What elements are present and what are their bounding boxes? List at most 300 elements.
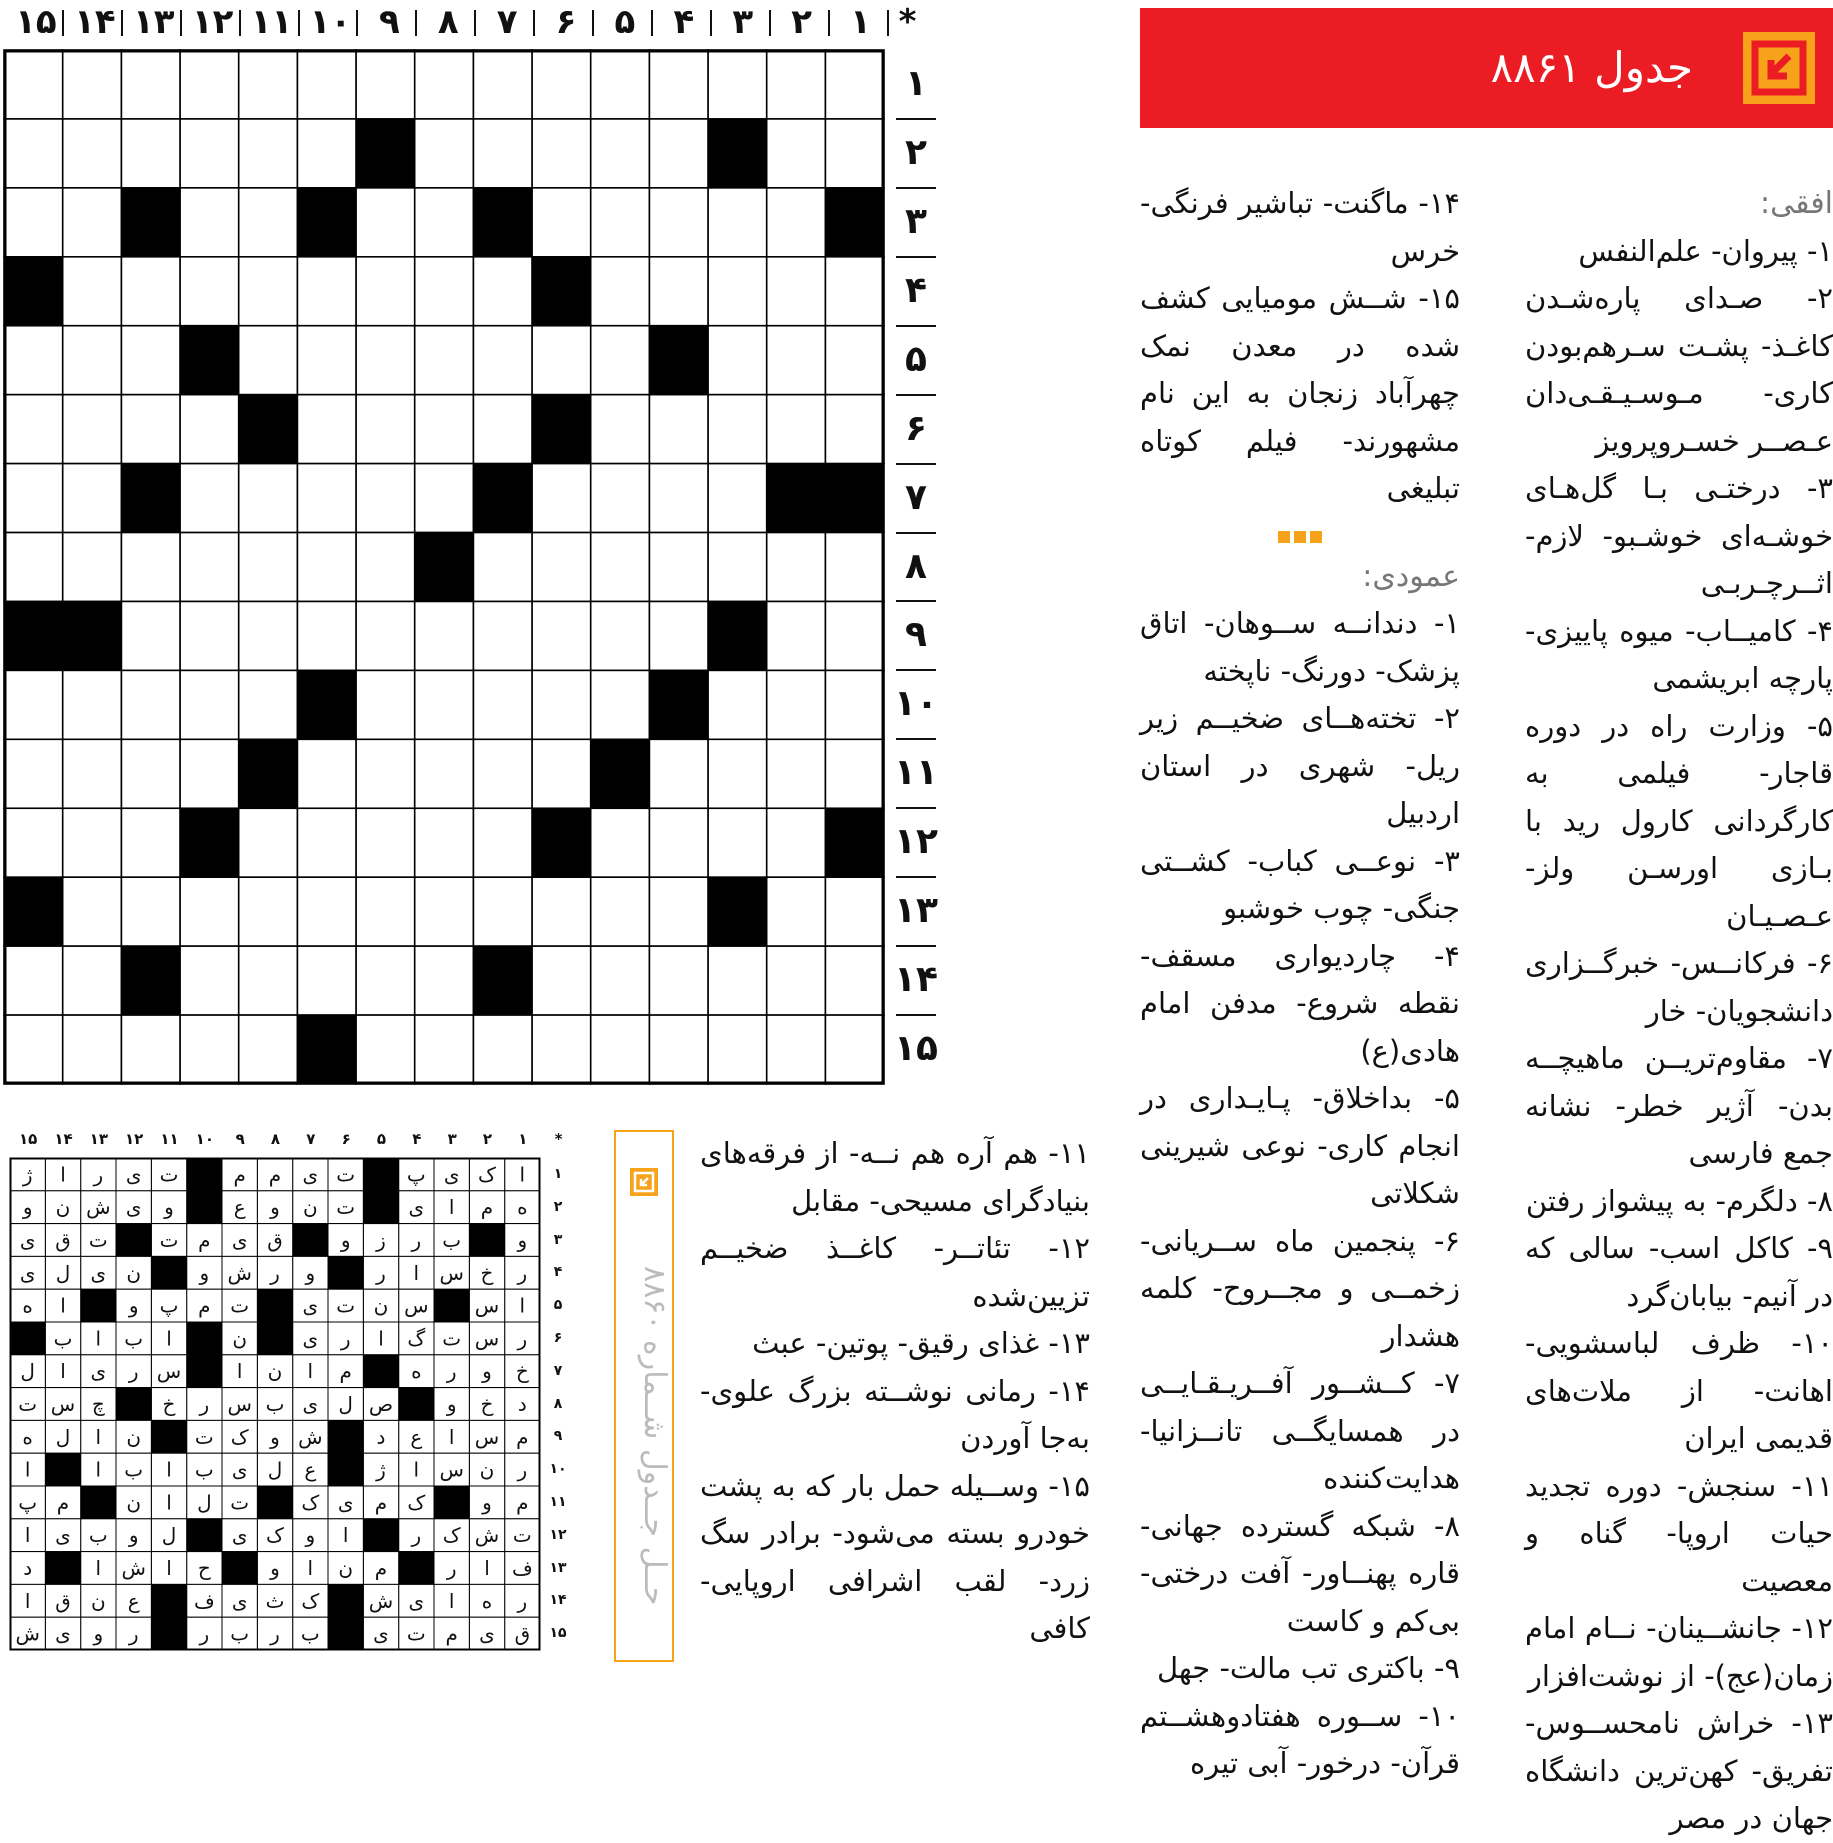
grid-cell[interactable] <box>4 533 63 602</box>
grid-cell[interactable] <box>708 739 767 808</box>
grid-cell[interactable] <box>4 670 63 739</box>
grid-cell[interactable] <box>767 946 826 1015</box>
solution-row-number: ۱۱ <box>549 1494 567 1510</box>
solution-black-cell <box>45 1453 80 1486</box>
solution-letter: س <box>404 1293 429 1318</box>
grid-cell[interactable] <box>708 257 767 326</box>
grid-cell[interactable] <box>591 533 650 602</box>
grid-cell[interactable] <box>532 1015 591 1084</box>
solution-letter: ی <box>125 1195 142 1220</box>
grid-cell[interactable] <box>825 50 884 119</box>
grid-cell[interactable] <box>239 464 298 533</box>
grid-cell[interactable] <box>239 601 298 670</box>
grid-cell[interactable] <box>121 119 180 188</box>
grid-cell[interactable] <box>708 946 767 1015</box>
grid-cell[interactable] <box>180 464 239 533</box>
grid-cell[interactable] <box>767 670 826 739</box>
grid-cell[interactable] <box>297 533 356 602</box>
grid-cell[interactable] <box>649 808 708 877</box>
grid-cell[interactable] <box>63 739 122 808</box>
grid-cell[interactable] <box>591 670 650 739</box>
grid-cell[interactable] <box>649 877 708 946</box>
grid-cell[interactable] <box>239 257 298 326</box>
grid-cell[interactable] <box>591 464 650 533</box>
grid-cell[interactable] <box>356 739 415 808</box>
grid-cell[interactable] <box>63 464 122 533</box>
solution-letter: ا <box>448 1195 455 1220</box>
solution-letter: ی <box>231 1228 248 1252</box>
grid-cell[interactable] <box>239 50 298 119</box>
solution-letter: ک <box>301 1588 320 1613</box>
black-cell <box>649 670 708 739</box>
grid-cell[interactable] <box>649 464 708 533</box>
grid-cell[interactable] <box>180 1015 239 1084</box>
grid-cell[interactable] <box>356 533 415 602</box>
grid-cell[interactable] <box>649 946 708 1015</box>
grid-cell[interactable] <box>239 533 298 602</box>
solution-letter: م <box>374 1556 388 1580</box>
grid-cell[interactable] <box>591 808 650 877</box>
grid-cell[interactable] <box>63 946 122 1015</box>
grid-cell[interactable] <box>708 808 767 877</box>
grid-cell[interactable] <box>532 464 591 533</box>
grid-cell[interactable] <box>708 533 767 602</box>
solution-letter: پ <box>18 1490 38 1515</box>
clue-item: ۳- درختـی بـا گل‌هـای خوشـه‌ای خوشـبو- لازم- اثــرچـربـی <box>1525 471 1833 600</box>
grid-cell[interactable] <box>4 808 63 877</box>
grid-cell[interactable] <box>473 119 532 188</box>
black-cell <box>649 326 708 395</box>
solution-letter: ت <box>336 1293 356 1318</box>
grid-cell[interactable] <box>239 670 298 739</box>
grid-cell[interactable] <box>649 601 708 670</box>
grid-cell[interactable] <box>63 119 122 188</box>
solution-letter: ش <box>368 1588 394 1613</box>
grid-cell[interactable] <box>591 946 650 1015</box>
solution-letter: و <box>482 1359 492 1384</box>
grid-cell[interactable] <box>356 946 415 1015</box>
grid-cell[interactable] <box>415 670 474 739</box>
solution-letter: ی <box>408 1588 425 1613</box>
grid-cell[interactable] <box>473 533 532 602</box>
grid-cell[interactable] <box>297 739 356 808</box>
solution-letter: خ <box>480 1392 494 1416</box>
grid-cell[interactable] <box>121 808 180 877</box>
grid-cell[interactable] <box>825 946 884 1015</box>
grid-cell[interactable] <box>708 464 767 533</box>
column-number: ۷ <box>496 2 518 42</box>
grid-cell[interactable] <box>532 326 591 395</box>
grid-cell[interactable] <box>239 877 298 946</box>
grid-cell[interactable] <box>825 326 884 395</box>
grid-cell[interactable] <box>591 188 650 257</box>
grid-cell[interactable] <box>415 326 474 395</box>
black-cell <box>708 877 767 946</box>
grid-cell[interactable] <box>825 533 884 602</box>
black-cell <box>473 188 532 257</box>
grid-cell[interactable] <box>767 877 826 946</box>
grid-cell[interactable] <box>121 257 180 326</box>
row-number: ۶ <box>905 407 927 449</box>
grid-cell[interactable] <box>591 50 650 119</box>
grid-cell[interactable] <box>767 533 826 602</box>
grid-cell[interactable] <box>767 50 826 119</box>
solution-column-number: ۱۵ <box>19 1130 38 1148</box>
solution-letter: ب <box>124 1326 144 1351</box>
solution-letter: ر <box>446 1556 457 1580</box>
grid-cell[interactable] <box>121 533 180 602</box>
solution-letter: ت <box>18 1392 38 1416</box>
solution-letter: ت <box>88 1228 108 1252</box>
grid-cell[interactable] <box>415 188 474 257</box>
clue-item: ۶- فرکانــس- خبرگــزاری دانشجویان- خار <box>1525 946 1833 1028</box>
grid-cell[interactable] <box>415 50 474 119</box>
grid-cell[interactable] <box>239 946 298 1015</box>
grid-cell[interactable] <box>180 395 239 464</box>
grid-cell[interactable] <box>4 188 63 257</box>
grid-cell[interactable] <box>4 1015 63 1084</box>
solution-letter: ا <box>448 1588 455 1613</box>
grid-cell[interactable] <box>767 257 826 326</box>
grid-cell[interactable] <box>591 1015 650 1084</box>
grid-cell[interactable] <box>297 326 356 395</box>
black-cell <box>4 257 63 326</box>
grid-cell[interactable] <box>297 877 356 946</box>
grid-cell[interactable] <box>473 739 532 808</box>
solution-black-cell <box>222 1552 257 1585</box>
grid-cell[interactable] <box>297 257 356 326</box>
separator-dots <box>1278 528 1326 542</box>
grid-cell[interactable] <box>532 670 591 739</box>
grid-cell[interactable] <box>708 1015 767 1084</box>
black-cell <box>297 670 356 739</box>
grid-cell[interactable] <box>591 119 650 188</box>
solution-letter: ا <box>484 1556 490 1580</box>
grid-cell[interactable] <box>415 946 474 1015</box>
solution-letter: ح <box>197 1556 211 1580</box>
grid-cell[interactable] <box>532 188 591 257</box>
grid-cell[interactable] <box>767 739 826 808</box>
solution-black-cell <box>328 1584 363 1617</box>
grid-cell[interactable] <box>239 119 298 188</box>
grid-cell[interactable] <box>180 50 239 119</box>
solution-letter: ل <box>197 1490 212 1515</box>
solution-letter: ت <box>230 1293 250 1318</box>
grid-cell[interactable] <box>180 601 239 670</box>
grid-cell[interactable] <box>180 257 239 326</box>
black-cell <box>825 808 884 877</box>
solution-letter: ا <box>236 1359 243 1384</box>
grid-cell[interactable] <box>297 808 356 877</box>
solution-letter: ب <box>194 1457 214 1482</box>
clue-item: ۱۲- تئاتــر- کاغــذ ضخیــم تزیین‌شده <box>700 1231 1090 1313</box>
grid-cell[interactable] <box>180 119 239 188</box>
grid-cell[interactable] <box>63 326 122 395</box>
solution-letter: ر <box>411 1228 422 1252</box>
grid-cell[interactable] <box>4 50 63 119</box>
solution-black-cell <box>399 1388 434 1421</box>
grid-cell[interactable] <box>180 670 239 739</box>
solution-letter: خ <box>515 1359 529 1384</box>
solution-black-cell <box>399 1552 434 1585</box>
black-cell <box>4 877 63 946</box>
grid-cell[interactable] <box>825 877 884 946</box>
solution-letter: ه <box>517 1195 528 1220</box>
grid-cell[interactable] <box>649 119 708 188</box>
solution-letter: ر <box>411 1523 422 1548</box>
solution-letter: ن <box>479 1457 495 1482</box>
grid-cell[interactable] <box>415 395 474 464</box>
grid-cell[interactable] <box>415 808 474 877</box>
column-number: ۶ <box>555 2 577 42</box>
solution-black-cell <box>363 1191 398 1224</box>
column-number: ۹ <box>378 2 400 42</box>
grid-cell[interactable] <box>415 739 474 808</box>
grid-cell[interactable] <box>180 188 239 257</box>
grid-cell[interactable] <box>825 395 884 464</box>
grid-cell[interactable] <box>532 877 591 946</box>
grid-cell[interactable] <box>4 395 63 464</box>
black-cell <box>63 601 122 670</box>
grid-cell[interactable] <box>63 877 122 946</box>
grid-cell[interactable] <box>649 50 708 119</box>
solution-letter: و <box>270 1556 280 1580</box>
grid-cell[interactable] <box>825 739 884 808</box>
grid-cell[interactable] <box>180 739 239 808</box>
grid-cell[interactable] <box>121 601 180 670</box>
grid-cell[interactable] <box>121 670 180 739</box>
grid-cell[interactable] <box>356 877 415 946</box>
grid-cell[interactable] <box>532 50 591 119</box>
solution-letter: ت <box>230 1490 250 1515</box>
puzzle-row-numbers <box>888 50 948 1084</box>
grid-cell[interactable] <box>63 808 122 877</box>
clue-item: ۴- کامیــاب- میوه پاییزی- پارچه ابریشمی <box>1525 613 1833 695</box>
grid-cell[interactable] <box>63 188 122 257</box>
grid-cell[interactable] <box>708 395 767 464</box>
solution-letter: ی <box>55 1621 71 1646</box>
grid-cell[interactable] <box>649 257 708 326</box>
grid-cell[interactable] <box>473 808 532 877</box>
grid-cell[interactable] <box>649 395 708 464</box>
solution-letter: ی <box>479 1621 495 1646</box>
solution-black-cell <box>187 1158 222 1191</box>
grid-cell[interactable] <box>121 877 180 946</box>
grid-cell[interactable] <box>4 326 63 395</box>
grid-cell[interactable] <box>297 395 356 464</box>
solution-column-number: ۱۴ <box>54 1130 73 1148</box>
grid-cell[interactable] <box>63 257 122 326</box>
grid-cell[interactable] <box>356 670 415 739</box>
grid-cell[interactable] <box>356 50 415 119</box>
grid-cell[interactable] <box>415 464 474 533</box>
grid-cell[interactable] <box>532 119 591 188</box>
grid-cell[interactable] <box>63 533 122 602</box>
grid-cell[interactable] <box>297 464 356 533</box>
solution-letter: ش <box>15 1621 40 1646</box>
grid-cell[interactable] <box>473 601 532 670</box>
solution-row-number: ۱۰ <box>549 1461 567 1478</box>
grid-cell[interactable] <box>767 1015 826 1084</box>
grid-cell[interactable] <box>767 601 826 670</box>
solution-letter: ا <box>378 1326 384 1351</box>
grid-cell[interactable] <box>649 739 708 808</box>
solution-column-number: ۱۲ <box>125 1130 144 1148</box>
grid-cell[interactable] <box>532 601 591 670</box>
solution-letter: ل <box>161 1523 177 1548</box>
solution-letter: خ <box>480 1260 494 1285</box>
grid-cell[interactable] <box>4 464 63 533</box>
solution-letter: ژ <box>376 1457 386 1482</box>
grid-cell[interactable] <box>297 119 356 188</box>
solution-letter: ل <box>267 1457 283 1482</box>
grid-cell[interactable] <box>649 188 708 257</box>
solution-row-number: ۴ <box>553 1264 563 1281</box>
grid-cell[interactable] <box>825 257 884 326</box>
solution-letter: م <box>233 1162 246 1187</box>
grid-cell[interactable] <box>708 326 767 395</box>
grid-cell[interactable] <box>708 188 767 257</box>
grid-cell[interactable] <box>121 739 180 808</box>
grid-cell[interactable] <box>825 601 884 670</box>
grid-cell[interactable] <box>591 257 650 326</box>
grid-cell[interactable] <box>121 395 180 464</box>
grid-cell[interactable] <box>239 188 298 257</box>
solution-letter: ک <box>266 1523 284 1548</box>
grid-cell[interactable] <box>767 808 826 877</box>
grid-cell[interactable] <box>63 670 122 739</box>
row-number: ۳ <box>905 200 927 242</box>
solution-letter: س <box>474 1293 500 1318</box>
grid-cell[interactable] <box>239 808 298 877</box>
solution-letter: ا <box>95 1457 102 1482</box>
grid-cell[interactable] <box>532 739 591 808</box>
grid-cell[interactable] <box>63 395 122 464</box>
grid-cell[interactable] <box>121 50 180 119</box>
solution-letter: م <box>516 1424 529 1449</box>
grid-cell[interactable] <box>4 739 63 808</box>
grid-cell[interactable] <box>63 50 122 119</box>
solution-letter: ر <box>517 1457 528 1482</box>
grid-cell[interactable] <box>356 188 415 257</box>
grid-cell[interactable] <box>180 946 239 1015</box>
row-number: ۱۲ <box>894 821 938 863</box>
row-number: ۱۵ <box>894 1028 938 1070</box>
grid-cell[interactable] <box>767 326 826 395</box>
grid-cell[interactable] <box>415 601 474 670</box>
solution-letter: ک <box>442 1523 461 1548</box>
grid-cell[interactable] <box>473 257 532 326</box>
solution-letter: و <box>164 1195 174 1220</box>
grid-cell[interactable] <box>356 257 415 326</box>
solution-letter: و <box>93 1621 104 1646</box>
grid-cell[interactable] <box>532 533 591 602</box>
grid-cell[interactable] <box>356 326 415 395</box>
grid-cell[interactable] <box>591 326 650 395</box>
grid-cell[interactable] <box>63 1015 122 1084</box>
grid-cell[interactable] <box>356 395 415 464</box>
solution-letter: ن <box>126 1260 142 1285</box>
grid-cell[interactable] <box>473 670 532 739</box>
solution-letter: ا <box>24 1588 31 1613</box>
grid-cell[interactable] <box>473 50 532 119</box>
solution-letter: ی <box>231 1457 248 1482</box>
solution-letter: ش <box>474 1523 500 1548</box>
grid-cell[interactable] <box>4 119 63 188</box>
grid-cell[interactable] <box>649 533 708 602</box>
row-number: ۱۰ <box>894 683 938 725</box>
puzzle-title: جدول ۸۸۶۱ <box>1490 43 1693 92</box>
clue-item: ۹- باکتری تب مالت- جهل <box>1156 1651 1460 1685</box>
grid-cell[interactable] <box>767 188 826 257</box>
black-cell <box>473 946 532 1015</box>
solution-letter: ی <box>302 1326 319 1351</box>
clue-item: ۵- وزارت راه در دوره قاجار- فیلمی به کارگردانی کارول رید با بـازی اورسـن ولز- عـصـیـان <box>1525 708 1833 933</box>
grid-cell[interactable] <box>591 601 650 670</box>
grid-cell[interactable] <box>356 601 415 670</box>
grid-cell[interactable] <box>825 1015 884 1084</box>
grid-cell[interactable] <box>356 464 415 533</box>
grid-cell[interactable] <box>415 257 474 326</box>
solution-letter: ا <box>413 1457 420 1482</box>
grid-cell[interactable] <box>473 1015 532 1084</box>
solution-letter: و <box>482 1490 492 1515</box>
grid-cell[interactable] <box>649 1015 708 1084</box>
grid-cell[interactable] <box>825 670 884 739</box>
grid-cell[interactable] <box>767 395 826 464</box>
grid-cell[interactable] <box>825 119 884 188</box>
grid-cell[interactable] <box>708 50 767 119</box>
solution-letter: ی <box>231 1523 248 1548</box>
grid-cell[interactable] <box>180 877 239 946</box>
solution-letter: م <box>480 1195 494 1220</box>
grid-cell[interactable] <box>239 326 298 395</box>
solution-letter: ن <box>55 1195 71 1220</box>
grid-cell[interactable] <box>767 119 826 188</box>
grid-cell[interactable] <box>4 946 63 1015</box>
solution-letter: ی <box>302 1162 319 1187</box>
grid-cell[interactable] <box>473 326 532 395</box>
grid-cell[interactable] <box>473 877 532 946</box>
grid-cell[interactable] <box>356 808 415 877</box>
grid-cell[interactable] <box>356 1015 415 1084</box>
clue-item: ۲- تخته‌هــای ضخیــم زیر ریل- شهری در استان اردبیل <box>1140 701 1460 830</box>
grid-cell[interactable] <box>121 326 180 395</box>
grid-cell[interactable] <box>180 533 239 602</box>
grid-cell[interactable] <box>415 877 474 946</box>
grid-cell[interactable] <box>297 50 356 119</box>
grid-cell[interactable] <box>591 395 650 464</box>
solution-letter: ژ <box>22 1162 33 1187</box>
grid-cell[interactable] <box>473 395 532 464</box>
grid-cell[interactable] <box>708 670 767 739</box>
header-banner <box>1140 8 1833 128</box>
grid-cell[interactable] <box>297 946 356 1015</box>
solution-row-number: ۱ <box>553 1166 563 1182</box>
solution-letter: ی <box>443 1162 460 1187</box>
grid-cell[interactable] <box>297 601 356 670</box>
grid-cell[interactable] <box>415 119 474 188</box>
solution-letter: و <box>270 1424 280 1449</box>
grid-cell[interactable] <box>415 1015 474 1084</box>
black-cell <box>591 739 650 808</box>
crossword-grid[interactable] <box>4 50 884 1084</box>
grid-cell[interactable] <box>121 1015 180 1084</box>
solution-black-cell <box>257 1322 292 1355</box>
grid-cell[interactable] <box>532 946 591 1015</box>
grid-cell[interactable] <box>239 1015 298 1084</box>
grid-cell[interactable] <box>591 877 650 946</box>
